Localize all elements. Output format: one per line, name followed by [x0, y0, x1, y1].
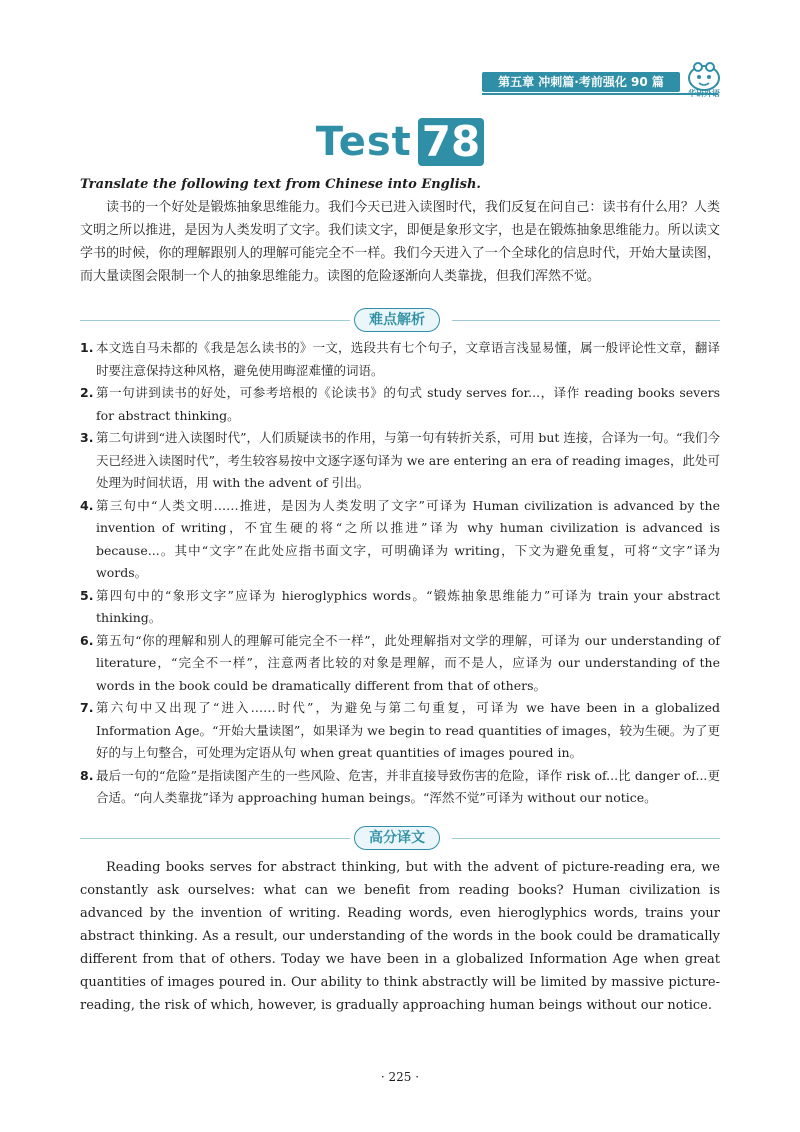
item-text: 第三句中“人类文明……推进，是因为人类发明了文字”可译为 Human civilization is advanced by the invention of writing，不宜生硬的将“之所以推进”译为 why human civilization is advanced is because...。其中“文字”在此处应指书面文字，可明确译为 writing，下文为避免重复，可将“文字”译为 words。 [96, 497, 720, 580]
instruction: Translate the following text from Chinese into English. [80, 177, 481, 192]
translation-text: Reading books serves for abstract thinking, but with the advent of picture-reading era, we constantly ask ourselves: what can we benefit from reading books? Human civilization is advanced by the invention of writing. Reading words, even hieroglyphics words, trains your abstract thinking. As a result, our understanding of the words in the book could be dramatically different from that of others. Today we have been in a globalized Information Age when great quantities of images poured in. Our ability to think abstractly will be limited by massive picture-reading, the risk of which, however, is gradually approaching human beings without our notice. [80, 860, 720, 1013]
translation-rule-left [80, 838, 350, 839]
item-number: 6. [80, 632, 94, 648]
item-number: 7. [80, 700, 94, 715]
list-item [80, 382, 720, 427]
item-number: 4. [80, 497, 94, 513]
title-word: Test [315, 119, 412, 165]
item-text: 最后一句的“危险”是指读图产生的一些风险、危害，并非直接导致伤害的危险，译作 risk of...比 danger of...更合适。“向人类靠拢”译为 approaching human beings。“浑然不觉”可译为 without our notice。 [96, 767, 720, 805]
brand-name: 华研外语 [688, 89, 720, 98]
analysis-label: 难点解析 [354, 308, 440, 332]
list-item [80, 427, 720, 495]
analysis-rule-right [452, 320, 720, 321]
translation-label: 高分译文 [354, 826, 440, 850]
translation-rule-right [452, 838, 720, 839]
list-item [80, 495, 720, 585]
item-number: 3. [80, 430, 94, 445]
analysis-list [80, 337, 720, 810]
title-number: 78 [418, 118, 484, 166]
item-text: 第五句“你的理解和别人的理解可能完全不一样”，此处理解指对文学的理解，可译为 our understanding of literature，“完全不一样”，注意两者比较的对象是理解，而不是人，应译为 our understanding of the words in the book could be dramatically different from that of others。 [96, 632, 720, 693]
analysis-rule-left [80, 320, 350, 321]
item-text: 第四句中的“象形文字”应译为 hieroglyphics words。“锻炼抽象思维能力”可译为 train your abstract thinking。 [96, 587, 720, 625]
item-number: 8. [80, 767, 94, 783]
chapter-header: 第五章 冲刺篇·考前强化 90 篇 [482, 72, 680, 92]
source-text: 读书的一个好处是锻炼抽象思维能力。我们今天已进入读图时代，我们反复在问自己：读书有什么用？人类文明之所以推进，是因为人类发明了文字。我们读文字，即便是象形文字，也是在锻炼抽象思维能力。所以读文学书的时候，你的理解跟别人的理解可能完全不一样。我们今天进入了一个全球化的信息时代，开始大量读图，而大量读图会限制一个人的抽象思维能力。读图的危险逐渐向人类靠拢，但我们浑然不觉。 [80, 200, 720, 284]
item-text: 本文选自马未都的《我是怎么读书的》一文，选段共有七个句子，文章语言浅显易懂，属一般评论性文章，翻译时要注意保持这种风格，避免使用晦涩难懂的词语。 [96, 340, 720, 378]
item-number: 1. [80, 340, 94, 355]
item-number: 2. [80, 385, 94, 400]
item-text: 第一句讲到读书的好处，可参考培根的《论读书》的句式 study serves for...，译作 reading books severs for abstract thinking。 [96, 385, 720, 423]
page-title [0, 118, 800, 166]
list-item [80, 765, 720, 810]
item-text: 第二句讲到“进入读图时代”，人们质疑读书的作用，与第一句有转折关系，可用 but 连接，合译为一句。“我们今天已经进入读图时代”，考生较容易按中文逐字逐句译为 we are entering an era of reading images，此处可处理为时间状语，用 with the advent of 引出。 [96, 430, 720, 490]
list-item [80, 630, 720, 698]
list-item [80, 585, 720, 630]
item-number: 5. [80, 587, 94, 603]
item-text: 第六句中又出现了“进入……时代”，为避免与第二句重复，可译为 we have been in a globalized Information Age。“开始大量读图”，如果译为 we begin to read quantities of images，较为生硬。为了更好的与上句整合，可处理为定语从句 when great quantities of images poured in。 [96, 700, 720, 760]
list-item [80, 697, 720, 765]
page-number: · 225 · [380, 1070, 420, 1084]
list-item [80, 337, 720, 382]
